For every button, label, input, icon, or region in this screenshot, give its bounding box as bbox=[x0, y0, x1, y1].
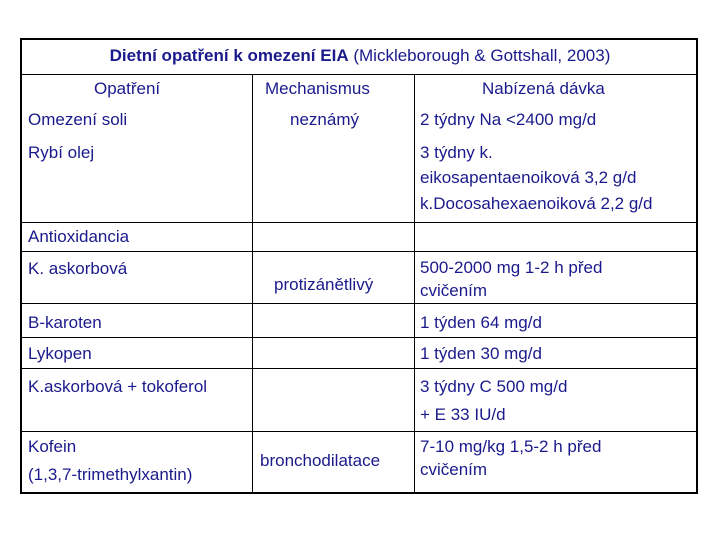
rule-combo bbox=[22, 431, 696, 432]
measure-caffeine-2: (1,3,7-trimethylxantin) bbox=[28, 465, 193, 484]
measure-betacarotene: B-karoten bbox=[28, 313, 102, 332]
dose-fish-oil-2: eikosapentaenoiková 3,2 g/d bbox=[420, 168, 637, 187]
header-measure: Opatření bbox=[94, 79, 161, 98]
dose-fish-oil-3: k.Docosahexaenoiková 2,2 g/d bbox=[420, 194, 653, 213]
col-rule-2 bbox=[414, 74, 415, 492]
mechanism-salt: neznámý bbox=[290, 110, 359, 129]
dose-ascorbic-1: 500-2000 mg 1-2 h před bbox=[420, 258, 603, 277]
rule-fish bbox=[22, 222, 696, 223]
measure-combo: K.askorbová + tokoferol bbox=[28, 377, 208, 396]
mechanism-antioxidant: protizánětlivý bbox=[274, 275, 374, 294]
dose-lycopene: 1 týden 30 mg/d bbox=[420, 344, 542, 363]
rule-title bbox=[22, 74, 696, 75]
rule-ascorbic bbox=[22, 303, 696, 304]
dose-betacarotene: 1 týden 64 mg/d bbox=[420, 313, 542, 332]
measure-salt: Omezení soli bbox=[28, 110, 128, 129]
dose-combo-1: 3 týdny C 500 mg/d bbox=[420, 377, 568, 396]
dose-caffeine-1: 7-10 mg/kg 1,5-2 h před bbox=[420, 437, 602, 456]
dose-combo-2: + E 33 IU/d bbox=[420, 405, 506, 424]
dose-caffeine-2: cvičením bbox=[420, 460, 488, 479]
dose-ascorbic-2: cvičením bbox=[420, 281, 488, 300]
measure-lycopene: Lykopen bbox=[28, 344, 92, 363]
table-title: Dietní opatření k omezení EIA (Mickleborough & Gottshall, 2003) bbox=[109, 46, 611, 65]
header-dose: Nabízená dávka bbox=[482, 79, 605, 98]
measure-caffeine-1: Kofein bbox=[28, 437, 77, 456]
rule-betacarotene bbox=[22, 337, 696, 338]
mechanism-caffeine: bronchodilatace bbox=[260, 451, 381, 470]
table-frame bbox=[20, 38, 698, 494]
rule-lycopene bbox=[22, 368, 696, 369]
measure-ascorbic: K. askorbová bbox=[28, 259, 128, 278]
dose-salt: 2 týdny Na <2400 mg/d bbox=[420, 110, 597, 129]
measure-fish-oil: Rybí olej bbox=[28, 143, 95, 162]
dose-fish-oil-1: 3 týdny k. bbox=[420, 143, 493, 162]
rule-antiox bbox=[22, 251, 696, 252]
col-rule-1 bbox=[252, 74, 253, 492]
measure-antioxidants: Antioxidancia bbox=[28, 227, 130, 246]
header-mechanism: Mechanismus bbox=[265, 79, 370, 98]
